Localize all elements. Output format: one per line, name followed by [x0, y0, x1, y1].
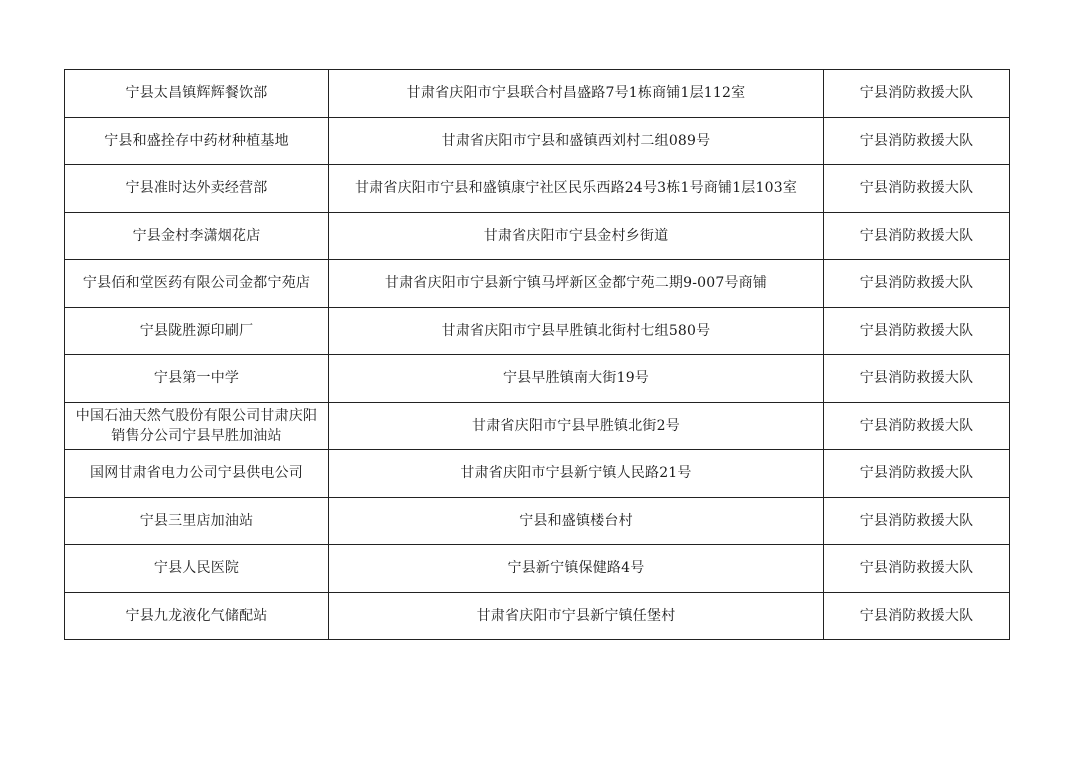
- responsible-unit-cell: 宁县消防救援大队: [824, 355, 1010, 403]
- responsible-unit-cell: 宁县消防救援大队: [824, 545, 1010, 593]
- unit-name-cell: 宁县太昌镇辉辉餐饮部: [65, 70, 329, 118]
- responsible-unit-cell: 宁县消防救援大队: [824, 497, 1010, 545]
- table-row: [65, 260, 1010, 308]
- unit-name-cell: 国网甘肃省电力公司宁县供电公司: [65, 450, 329, 498]
- table-row: [65, 212, 1010, 260]
- unit-name-cell: 宁县九龙液化气储配站: [65, 592, 329, 640]
- table-row: [65, 117, 1010, 165]
- table-row: [65, 592, 1010, 640]
- unit-name-cell: 宁县金村李潇烟花店: [65, 212, 329, 260]
- responsible-unit-cell: 宁县消防救援大队: [824, 165, 1010, 213]
- address-cell: 宁县新宁镇保健路4号: [329, 545, 824, 593]
- responsible-unit-cell: 宁县消防救援大队: [824, 260, 1010, 308]
- address-cell: 甘肃省庆阳市宁县早胜镇北街村七组580号: [329, 307, 824, 355]
- inspection-table: [64, 69, 1010, 640]
- responsible-unit-cell: 宁县消防救援大队: [824, 117, 1010, 165]
- address-cell: 甘肃省庆阳市宁县新宁镇人民路21号: [329, 450, 824, 498]
- address-cell: 宁县早胜镇南大街19号: [329, 355, 824, 403]
- table-row: [65, 70, 1010, 118]
- table-row: [65, 402, 1010, 450]
- unit-name-cell: 宁县三里店加油站: [65, 497, 329, 545]
- address-cell: 甘肃省庆阳市宁县新宁镇任堡村: [329, 592, 824, 640]
- unit-name-cell: 宁县第一中学: [65, 355, 329, 403]
- unit-name-cell: 中国石油天然气股份有限公司甘肃庆阳销售分公司宁县早胜加油站: [65, 402, 329, 450]
- responsible-unit-cell: 宁县消防救援大队: [824, 307, 1010, 355]
- address-cell: 甘肃省庆阳市宁县金村乡街道: [329, 212, 824, 260]
- unit-name-cell: 宁县佰和堂医药有限公司金都宁苑店: [65, 260, 329, 308]
- responsible-unit-cell: 宁县消防救援大队: [824, 212, 1010, 260]
- address-cell: 甘肃省庆阳市宁县联合村昌盛路7号1栋商铺1层112室: [329, 70, 824, 118]
- address-cell: 宁县和盛镇楼台村: [329, 497, 824, 545]
- responsible-unit-cell: 宁县消防救援大队: [824, 450, 1010, 498]
- table-row: [65, 450, 1010, 498]
- table-row: [65, 165, 1010, 213]
- address-cell: 甘肃省庆阳市宁县早胜镇北街2号: [329, 402, 824, 450]
- table-row: [65, 355, 1010, 403]
- responsible-unit-cell: 宁县消防救援大队: [824, 402, 1010, 450]
- unit-name-cell: 宁县和盛拴存中药材种植基地: [65, 117, 329, 165]
- responsible-unit-cell: 宁县消防救援大队: [824, 592, 1010, 640]
- table-row: [65, 307, 1010, 355]
- address-cell: 甘肃省庆阳市宁县和盛镇西刘村二组089号: [329, 117, 824, 165]
- table-row: [65, 545, 1010, 593]
- responsible-unit-cell: 宁县消防救援大队: [824, 70, 1010, 118]
- address-cell: 甘肃省庆阳市宁县和盛镇康宁社区民乐西路24号3栋1号商铺1层103室: [329, 165, 824, 213]
- address-cell: 甘肃省庆阳市宁县新宁镇马坪新区金都宁苑二期9-007号商铺: [329, 260, 824, 308]
- table-body: [65, 70, 1010, 640]
- unit-name-cell: 宁县陇胜源印刷厂: [65, 307, 329, 355]
- table-row: [65, 497, 1010, 545]
- unit-name-cell: 宁县人民医院: [65, 545, 329, 593]
- unit-name-cell: 宁县准时达外卖经营部: [65, 165, 329, 213]
